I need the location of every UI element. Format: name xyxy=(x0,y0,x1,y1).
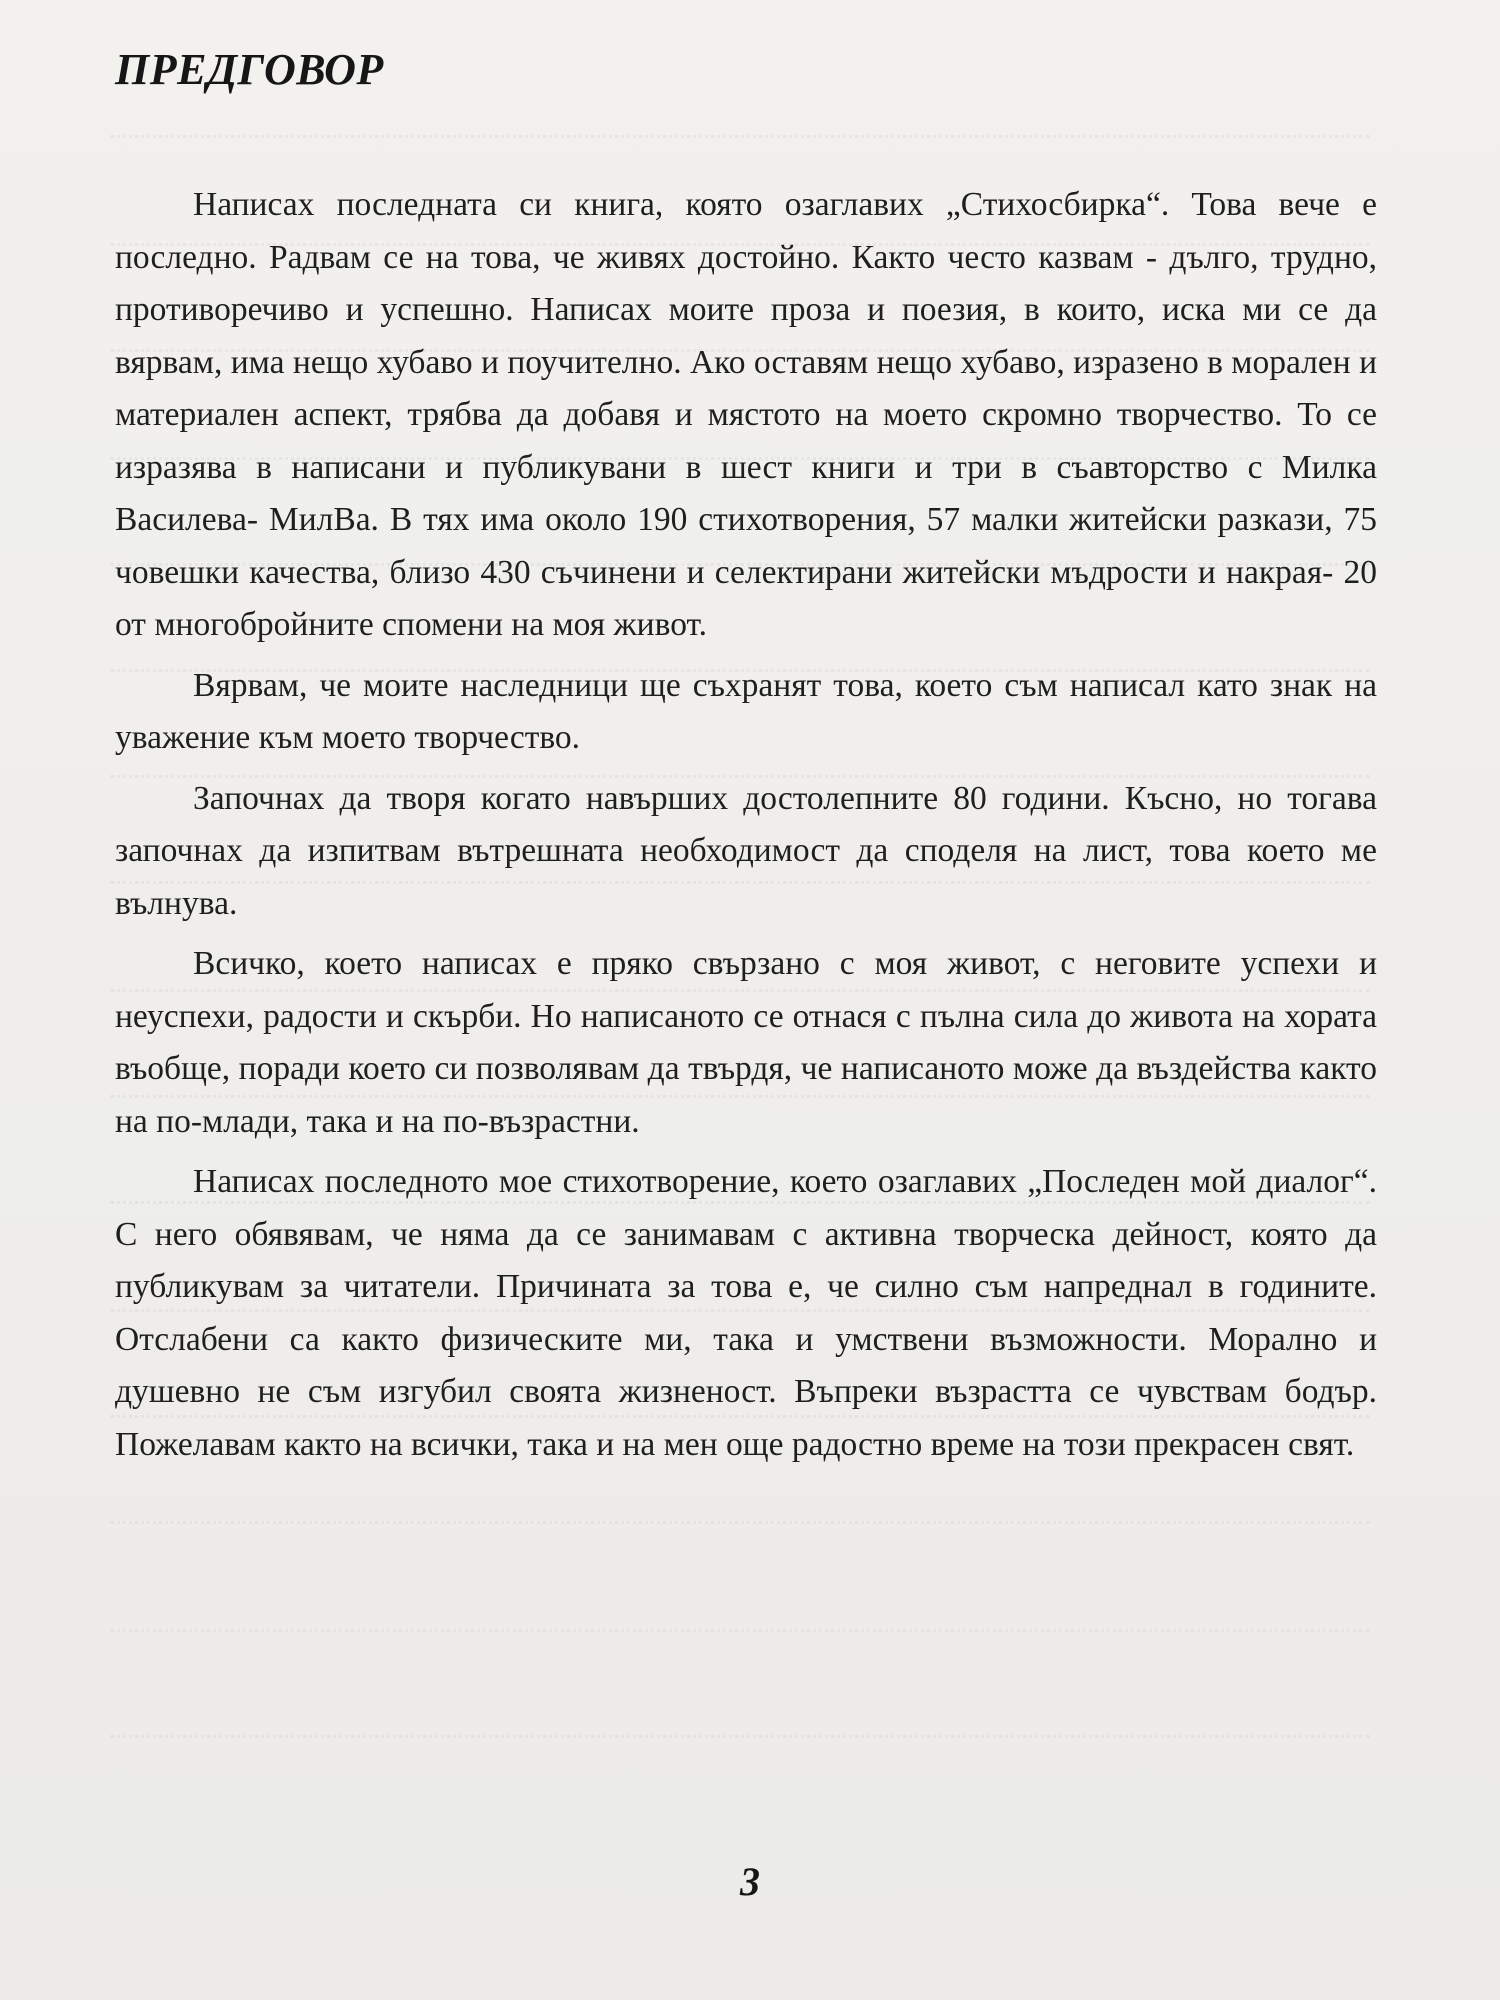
show-through-line xyxy=(110,1626,1370,1632)
paragraph: Всичко, което написах е пряко свързано с моя живот, с неговите успехи и неуспехи, радости и скърби. Но написаното се отнася с пълна сила до живота на хората въобще, поради което си позволявам да твърдя, че написаното може да въздейства както на по-млади, така и на по-възрастни. xyxy=(115,945,1377,1140)
show-through-line xyxy=(110,1518,1370,1524)
paragraph: Вярвам, че моите наследници ще съхранят това, което съм написал като знак на уважение към моето творчество. xyxy=(115,666,1377,756)
page-number: 3 xyxy=(740,1859,760,1904)
page-heading: ПРЕДГОВОР xyxy=(115,45,384,94)
show-through-line xyxy=(110,1732,1370,1738)
paragraph: Написах последната си книга, която озаглавих „Стихосбирка“. Това вече е последно. Радвам се на това, че живях достойно. Както често казвам - дълго, трудно, противоречиво и успешно. Написах моите проза и поезия, в които, иска ми се да вярвам, има нещо хубаво и поучително. Ако оставям нещо хубаво, изразено в морален и материален аспект, трябва да добавя и мястото на моето скромно творчество. То се изразява в написани и публикувани в шест книги и три в съавторство с Милка Василева- МилВа. В тях има около 190 стихотворения, 57 малки житейски разкази, 75 човешки качества, близо 430 съчинени и селектирани житейски мъдрости и накрая- 20 от многобройните спомени на моя живот. xyxy=(115,186,1377,643)
body-text xyxy=(115,179,1377,1471)
page-content xyxy=(115,44,1377,1479)
paragraph: Започнах да творя когато навърших достолепните 80 години. Късно, но тогава започнах да изпитвам вътрешната необходимост да споделя на лист, това което ме вълнува. xyxy=(115,779,1377,922)
paragraph: Написах последното мое стихотворение, което озаглавих „Последен мой диалог“. С него обявявам, че няма да се занимавам с активна творческа дейност, която да публикувам за читатели. Причината за това е, че силно съм напреднал в годините. Отслабени са както физическите ми, така и умствени възможности. Морално и душевно не съм изгубил своята жизненост. Въпреки възрастта се чувствам бодър. Пожелавам както на всички, така и на мен още радостно време на този прекрасен свят. xyxy=(115,1163,1377,1463)
